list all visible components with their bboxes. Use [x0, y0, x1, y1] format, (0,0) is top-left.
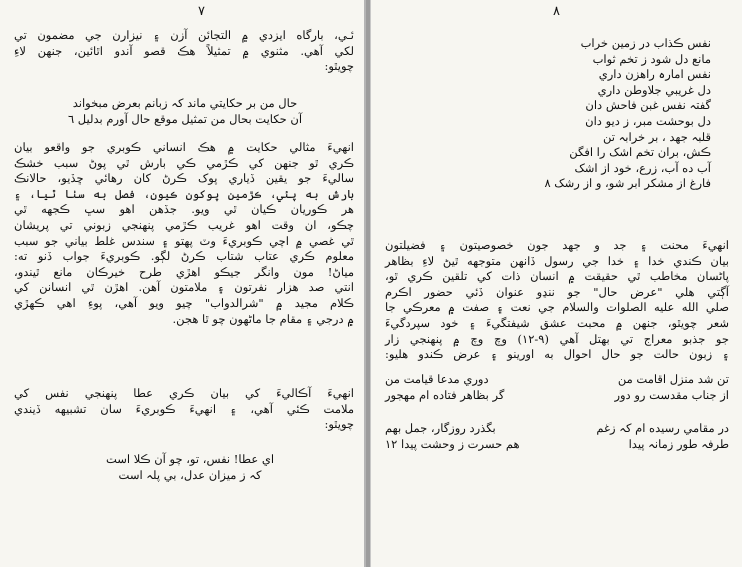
- hemistich: از جناب مقدست رو دور: [614, 387, 729, 402]
- text-line: لکي آهي. مثنوي ۾ تمثيلاً هڪ قصو آندو اٿائين، جنهن لاءِ: [14, 43, 354, 58]
- hemistich: هم حسرت ز وحشت پيدا ١٢: [385, 436, 520, 451]
- verse-line: آن حکايت بحال من تمثيل موقع حال آورم بدليل ٦: [67, 111, 303, 126]
- text-line: پاڻسان مخاطب ٿي حقيقت ۾ انسان ذات کي تلقين ڪري ٿو،: [385, 269, 729, 284]
- hemistich: در مقامي رسيده ام کہ زغم: [596, 421, 729, 435]
- text-line: چويٿو:: [324, 59, 354, 74]
- verse-line: آب ده آب، زرع، خود از اشک: [574, 160, 711, 175]
- text-line: ڪري ٿو جنهن کي ڪڙمي ڪي بارش ٿي پوڻ سبب خشڪ: [14, 155, 354, 170]
- verse-line: گفتہ نفس غبن فاحش دان: [585, 98, 711, 113]
- verse-line: نفس ڪذاب در زمين خراب: [580, 36, 711, 50]
- verse-line: اي عطا! نفس، تو، چو آن ڪلا است: [105, 452, 275, 466]
- couplet-row: [385, 420, 729, 436]
- text-line: انهيءَ محنت ۽ جد و جهد جون خصوصيتون ۽ فضيلتون: [385, 238, 729, 252]
- hemistich: طرفہ طور زمانہ پيدا: [628, 436, 729, 451]
- main-paragraph: [385, 238, 729, 363]
- right-page: [370, 0, 742, 567]
- text-line: معلوم ڪري عتاب شتاب ڪرڻ لڳو. ڪوبريءَ جواب ڏنو ته:: [14, 249, 354, 264]
- text-line: انتي صد هزار نفرتون ۽ ملامتون آهن. اهڙن ٿي انسانن کي: [14, 280, 354, 295]
- verse-line: قلبہ جهد ، بر خرابہ تن: [602, 129, 711, 144]
- page-number: ٨: [553, 4, 560, 19]
- text-line: ساليءَ جو يقين ڏياري پوک ڪرڻ کان رهائي ڇڏيو، حالانڪ: [14, 171, 354, 186]
- text-line: چويٿو:: [324, 417, 354, 432]
- couplet-2: [385, 420, 729, 451]
- hemistich: بگذرد روزگار، جمل بهم: [385, 421, 496, 435]
- couplet-row: [385, 372, 729, 388]
- persian-verse-1: [40, 96, 330, 127]
- hemistich: دوري مدعا قيامت من: [385, 372, 489, 386]
- verse-line: حال من بر حکايتي ماند کہ زبانم بعرض مبخواند: [72, 96, 298, 110]
- verse-line: مانع دل شود ز تخم ثواب: [592, 51, 711, 66]
- couplet-1: [385, 372, 729, 403]
- text-line: شعر چويٿو، جنهن ۾ محبت عشق شيفتگيءَ ۽ خود سپردگيءَ: [385, 315, 729, 330]
- text-line: هر ڪوريان ڪيان ٿي ويو. جڏهن اهو سڀ ڪجهه ٿي: [14, 202, 354, 217]
- text-line: بارش به پئي، ڪڙمين پوکون ڪيون، فصل به سٺا ٿيا، ۽: [14, 186, 354, 201]
- persian-verse-2: [70, 452, 310, 483]
- text-line: ملامت ڪئي آهي، ۽ انهيءَ ڪوبريءَ سان تشبيهه ڏيندي: [14, 401, 354, 416]
- intro-paragraph: [14, 28, 354, 75]
- hemistich: تن شد منزل اقامت من: [617, 372, 729, 386]
- verse-line: کہ ز ميزان عدل، بي پلہ است: [118, 467, 262, 482]
- text-line: چڪو، ان وقت اهو غريب ڪڙمي پنهنجي زبوني تي پريشان: [14, 217, 354, 232]
- verse-line: فارغ از مشکر ابر شو، و از رشک ٨: [544, 176, 711, 191]
- text-line: انهيءَ مثالي حکايت ۾ هڪ انساني ڪوبري جو واقعو بيان: [14, 140, 354, 154]
- hemistich: گر بظاهر فتاده ام مهجور: [385, 387, 505, 402]
- text-line: ۾ درجي ۽ مقام جا ماڻهون چو ٿا هجن.: [172, 311, 354, 326]
- couplet-row: [385, 436, 729, 452]
- persian-verses: [411, 36, 711, 192]
- main-paragraph: [14, 140, 354, 327]
- verse-line: ڪش، بران تخم اشک را افگن: [569, 145, 711, 160]
- text-line: انهيءَ آڪاليءَ کي بيان ڪري عطا پنهنجي نفس کي: [14, 386, 354, 400]
- text-line: ئـي، بارگاه ايزدي ۾ التجائن آزن ۽ نيزارن جي مضمون تي: [14, 28, 354, 42]
- couplet-row: [385, 388, 729, 404]
- verse-line: نفس امارہ راهزن داري: [598, 67, 711, 82]
- verse-line: دل بوحشت مبر، ز ديو دان: [585, 113, 711, 128]
- verse-line: دل غريبي جلاوطن داري: [597, 82, 711, 97]
- text-line: صلي الله عليه الصلوات والسلام جي نعت ۽ صفت ۾ معرڪي جا: [385, 300, 729, 315]
- text-line: ۽ زبون حالت جو حال احوال به اورينو ۽ عرض ڪندو هليو:: [385, 347, 729, 362]
- text-line: ٿي غصي ۾ اچي ڪوبريءَ وٽ پهتو ۽ سندس غلط بياني جو سبب: [14, 233, 354, 248]
- text-line: بيان ڪندي خدا ۽ خدا جي رسول ڏانهن متوجهه ٿيڻ لاءِ بظاهر: [385, 253, 729, 268]
- text-line: ڪلام مجيد ۾ "شرالدواب" چيو ويو آهي، پوءِ اهي ڪهڙي: [14, 295, 354, 310]
- second-paragraph: [14, 386, 354, 433]
- text-line: مياڻ! مون وانگر جيڪو اهڙي طرح خيرڪان مانع ٿيندو،: [14, 264, 354, 279]
- left-page: [0, 0, 366, 567]
- text-line: جو جذبو معراج تي بهتل آهي (٩-١٢) وچ وچ ۾ پنهنجي زار: [385, 331, 729, 346]
- text-line: آڳتي هلي "عرض حال" جو ننڍو عنوان ڏئي حضور اڪرم: [385, 284, 729, 299]
- page-number: ٧: [198, 4, 205, 19]
